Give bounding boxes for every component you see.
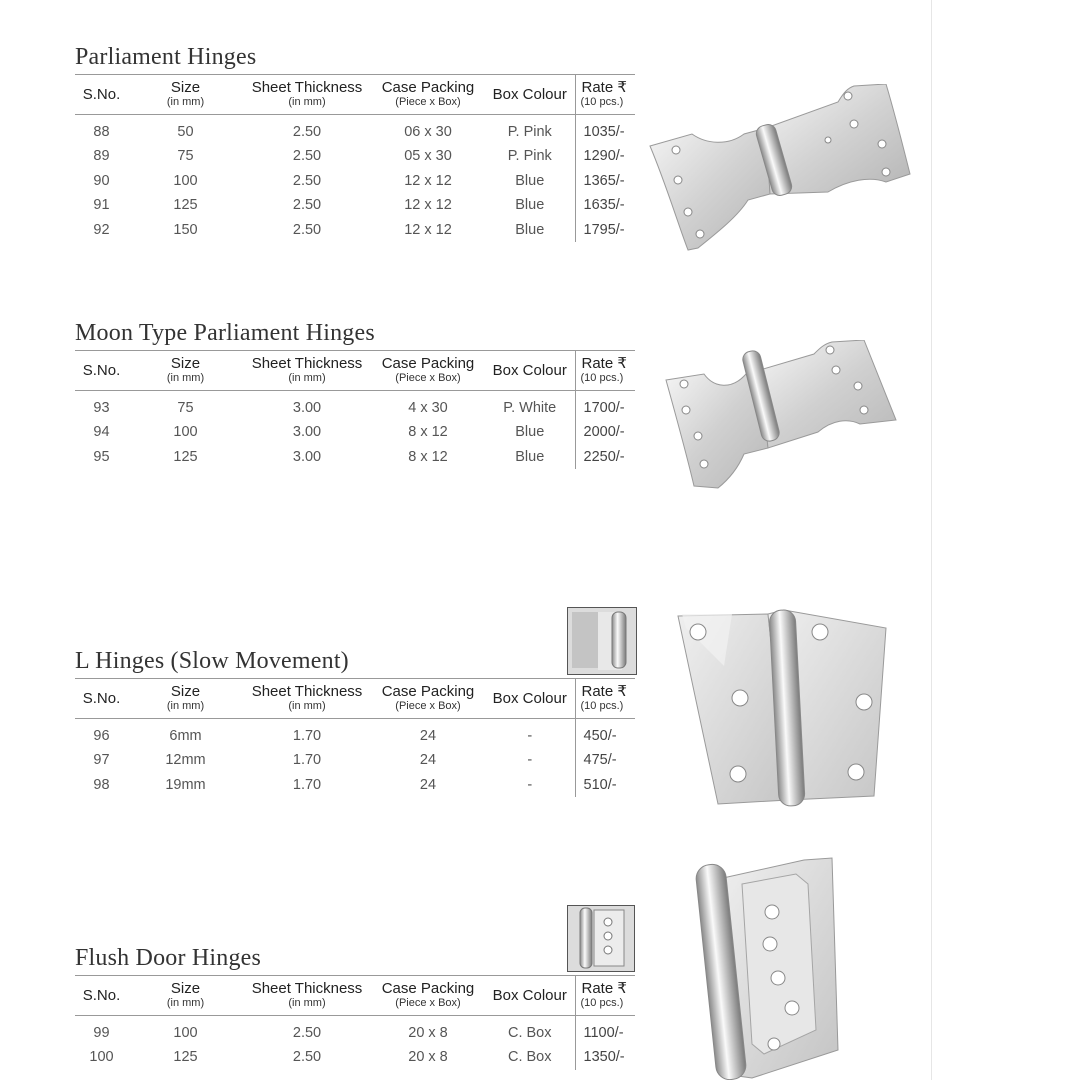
header-colour: Box Colour — [492, 690, 567, 707]
parliament-hinge-image — [648, 84, 918, 256]
header-size: Size (in mm) — [166, 78, 205, 108]
cell-s-no: 89 — [93, 148, 110, 165]
cell-rate: 510/- — [575, 773, 635, 798]
header-colour: Box Colour — [492, 86, 567, 103]
cell-s-no: 98 — [93, 776, 110, 793]
header-sno: S.No. — [82, 362, 121, 379]
table-row — [75, 218, 635, 243]
cell-size: 19mm — [165, 776, 206, 793]
cell-s-no: 91 — [93, 197, 110, 214]
cell-rate: 1795/- — [575, 218, 635, 243]
flush-hinge-thumbnail — [567, 905, 635, 972]
cell-s-no: 88 — [93, 124, 110, 140]
header-packing: Case Packing (Piece x Box) — [381, 979, 475, 1009]
cell-sheet-thickness: 2.50 — [292, 221, 322, 238]
product-section — [75, 644, 640, 797]
cell-box-colour: P. White — [503, 400, 557, 416]
table-row — [75, 169, 635, 194]
header-sno: S.No. — [82, 690, 121, 707]
header-thickness: Sheet Thickness (in mm) — [251, 78, 363, 108]
cell-rate: 2000/- — [575, 420, 635, 445]
table-row — [75, 719, 635, 749]
cell-box-colour: Blue — [515, 448, 545, 465]
moon-parliament-hinge-image — [664, 340, 904, 490]
cell-rate: 1100/- — [575, 1016, 635, 1046]
cell-box-colour: P. Pink — [507, 148, 552, 165]
table-row — [75, 1045, 635, 1070]
cell-case-packing: 05 x 30 — [404, 148, 452, 165]
cell-box-colour: Blue — [515, 172, 545, 189]
cell-sheet-thickness: 3.00 — [292, 400, 322, 416]
cell-sheet-thickness: 2.50 — [292, 1025, 322, 1041]
cell-s-no: 99 — [93, 1025, 110, 1041]
cell-box-colour: P. Pink — [507, 124, 552, 140]
cell-sheet-thickness: 2.50 — [292, 172, 322, 189]
cell-sheet-thickness: 2.50 — [292, 197, 322, 214]
header-rate: Rate ₹ (10 pcs.) — [575, 679, 635, 719]
cell-rate: 475/- — [575, 748, 635, 773]
cell-case-packing: 24 — [419, 776, 437, 793]
section-title: L Hinges (Slow Movement) — [75, 648, 349, 674]
cell-size: 100 — [173, 1025, 198, 1041]
table-row — [75, 773, 635, 798]
table-row — [75, 391, 635, 421]
cell-case-packing: 8 x 12 — [408, 448, 448, 465]
cell-size: 100 — [173, 172, 198, 189]
cell-sheet-thickness: 1.70 — [292, 728, 322, 744]
cell-s-no: 90 — [93, 172, 110, 189]
header-thickness: Sheet Thickness (in mm) — [251, 979, 363, 1009]
header-packing: Case Packing (Piece x Box) — [381, 354, 475, 384]
l-hinge-image — [672, 606, 890, 812]
header-colour: Box Colour — [492, 362, 567, 379]
section-title: Parliament Hinges — [75, 44, 257, 70]
header-rate: Rate ₹ (10 pcs.) — [575, 75, 635, 115]
header-size: Size (in mm) — [166, 682, 205, 712]
cell-s-no: 93 — [93, 400, 110, 416]
cell-case-packing: 24 — [419, 752, 437, 769]
header-colour: Box Colour — [492, 987, 567, 1004]
section-title: Flush Door Hinges — [75, 945, 262, 971]
cell-case-packing: 4 x 30 — [408, 400, 448, 416]
cell-case-packing: 06 x 30 — [404, 124, 452, 140]
table-row — [75, 144, 635, 169]
header-rate: Rate ₹ (10 pcs.) — [575, 976, 635, 1016]
table-header-row — [75, 679, 635, 719]
price-table — [75, 74, 635, 242]
cell-sheet-thickness: 3.00 — [292, 424, 322, 441]
cell-box-colour: - — [527, 776, 533, 793]
cell-case-packing: 24 — [419, 728, 437, 744]
cell-size: 125 — [173, 1049, 198, 1066]
cell-case-packing: 20 x 8 — [408, 1049, 448, 1066]
cell-s-no: 97 — [93, 752, 110, 769]
header-size: Size (in mm) — [166, 979, 205, 1009]
table-row — [75, 445, 635, 470]
cell-sheet-thickness: 3.00 — [292, 448, 322, 465]
cell-rate: 1635/- — [575, 193, 635, 218]
cell-box-colour: C. Box — [507, 1025, 552, 1041]
page-divider — [931, 0, 932, 1080]
cell-sheet-thickness: 1.70 — [292, 752, 322, 769]
cell-s-no: 92 — [93, 221, 110, 238]
cell-rate: 1290/- — [575, 144, 635, 169]
cell-size: 125 — [173, 448, 198, 465]
cell-size: 150 — [173, 221, 198, 238]
cell-rate: 1035/- — [575, 115, 635, 145]
cell-sheet-thickness: 2.50 — [292, 148, 322, 165]
cell-s-no: 95 — [93, 448, 110, 465]
cell-sheet-thickness: 1.70 — [292, 776, 322, 793]
product-section — [75, 941, 640, 1070]
header-sno: S.No. — [82, 987, 121, 1004]
cell-box-colour: C. Box — [507, 1049, 552, 1066]
cell-size: 50 — [177, 124, 194, 140]
cell-size: 6mm — [169, 728, 202, 744]
price-table — [75, 975, 635, 1070]
cell-case-packing: 12 x 12 — [404, 221, 452, 238]
cell-s-no: 96 — [93, 728, 110, 744]
table-row — [75, 193, 635, 218]
cell-size: 100 — [173, 424, 198, 441]
cell-case-packing: 20 x 8 — [408, 1025, 448, 1041]
cell-rate: 1350/- — [575, 1045, 635, 1070]
cell-case-packing: 8 x 12 — [408, 424, 448, 441]
section-title: Moon Type Parliament Hinges — [75, 320, 375, 346]
price-table — [75, 350, 635, 469]
table-row — [75, 1016, 635, 1046]
cell-case-packing: 12 x 12 — [404, 172, 452, 189]
header-packing: Case Packing (Piece x Box) — [381, 78, 475, 108]
table-row — [75, 420, 635, 445]
header-thickness: Sheet Thickness (in mm) — [251, 354, 363, 384]
header-thickness: Sheet Thickness (in mm) — [251, 682, 363, 712]
price-table — [75, 678, 635, 797]
cell-rate: 1700/- — [575, 391, 635, 421]
cell-size: 125 — [173, 197, 198, 214]
cell-box-colour: - — [527, 728, 533, 744]
cell-s-no: 100 — [89, 1049, 114, 1066]
cell-s-no: 94 — [93, 424, 110, 441]
cell-rate: 1365/- — [575, 169, 635, 194]
cell-sheet-thickness: 2.50 — [292, 1049, 322, 1066]
header-packing: Case Packing (Piece x Box) — [381, 682, 475, 712]
l-hinge-thumbnail — [567, 607, 637, 675]
table-header-row — [75, 75, 635, 115]
cell-rate: 2250/- — [575, 445, 635, 470]
cell-box-colour: - — [527, 752, 533, 769]
header-rate: Rate ₹ (10 pcs.) — [575, 351, 635, 391]
flush-door-hinge-image — [692, 854, 842, 1080]
cell-box-colour: Blue — [515, 424, 545, 441]
header-sno: S.No. — [82, 86, 121, 103]
cell-sheet-thickness: 2.50 — [292, 124, 322, 140]
cell-rate: 450/- — [575, 719, 635, 749]
table-row — [75, 748, 635, 773]
table-row — [75, 115, 635, 145]
cell-size: 12mm — [165, 752, 206, 769]
table-header-row — [75, 976, 635, 1016]
cell-size: 75 — [177, 148, 194, 165]
table-header-row — [75, 351, 635, 391]
cell-size: 75 — [177, 400, 194, 416]
product-section — [75, 40, 640, 242]
header-size: Size (in mm) — [166, 354, 205, 384]
product-section — [75, 316, 640, 469]
cell-box-colour: Blue — [515, 197, 545, 214]
cell-case-packing: 12 x 12 — [404, 197, 452, 214]
cell-box-colour: Blue — [515, 221, 545, 238]
